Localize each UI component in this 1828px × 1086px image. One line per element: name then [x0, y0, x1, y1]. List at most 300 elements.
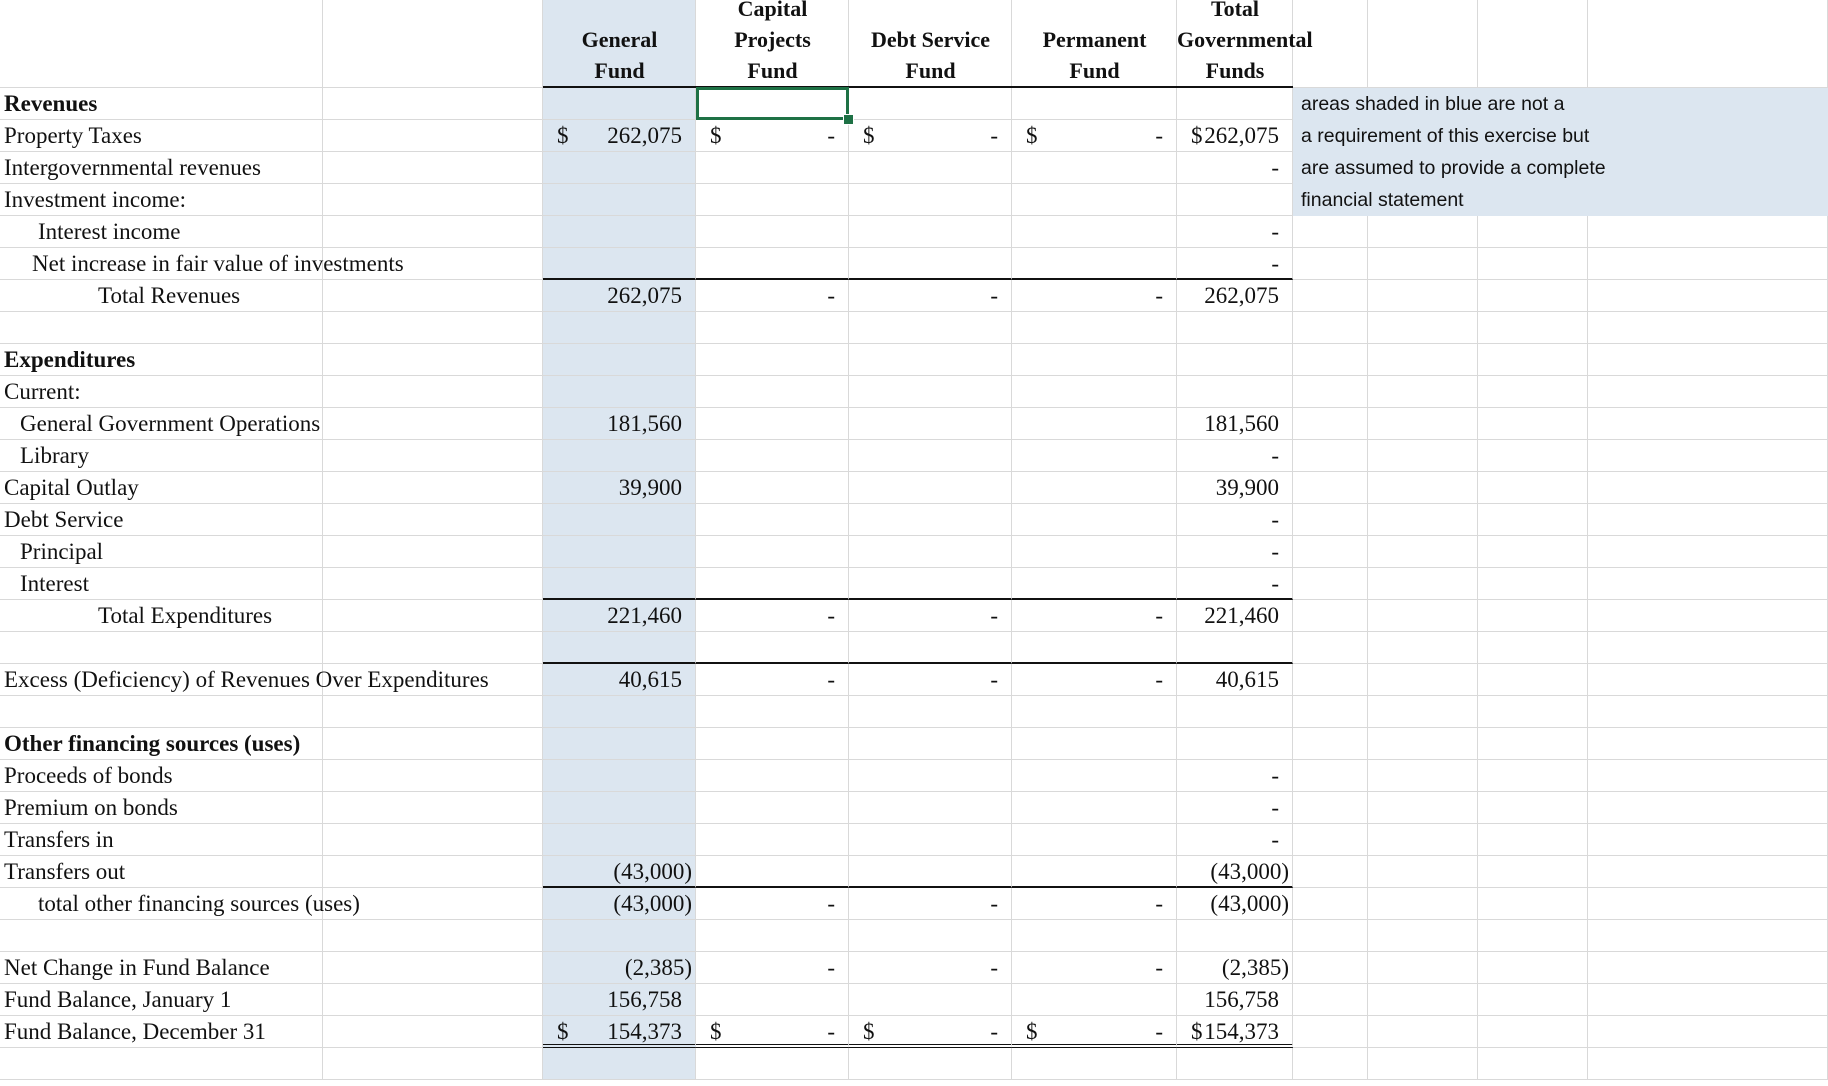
grid-cell[interactable] — [1588, 888, 1828, 920]
grid-cell[interactable] — [1293, 568, 1368, 600]
grid-cell[interactable] — [1293, 920, 1368, 952]
value-tot: 154,373 — [1204, 1019, 1279, 1044]
grid-cell[interactable] — [696, 440, 849, 472]
grid-cell[interactable] — [696, 376, 849, 408]
value-pf: - — [1155, 283, 1163, 308]
grid-cell[interactable] — [1368, 856, 1478, 888]
grid-cell[interactable] — [323, 184, 543, 216]
grid-cell[interactable] — [1368, 440, 1478, 472]
grid-cell[interactable] — [323, 824, 543, 856]
grid-cell[interactable] — [696, 632, 849, 664]
value-tot: 156,758 — [1204, 987, 1279, 1012]
grid-cell[interactable] — [323, 632, 543, 664]
grid-cell[interactable] — [1368, 344, 1478, 376]
value-tot: - — [1271, 507, 1279, 532]
grid-cell[interactable] — [696, 760, 849, 792]
value-pf: - — [1155, 1019, 1163, 1044]
grid-cell[interactable] — [1478, 440, 1588, 472]
value-ds: - — [990, 955, 998, 980]
grid-cell[interactable] — [1588, 760, 1828, 792]
header-cell[interactable] — [0, 0, 323, 88]
grid-cell[interactable] — [696, 344, 849, 376]
grid-cell[interactable] — [1478, 760, 1588, 792]
grid-cell[interactable] — [1177, 632, 1293, 664]
grid-cell[interactable] — [323, 1016, 543, 1048]
value-tot: 40,615 — [1215, 667, 1279, 692]
grid-cell[interactable] — [1012, 696, 1177, 728]
selected-cell[interactable] — [696, 87, 849, 120]
grid-cell[interactable] — [0, 1048, 323, 1080]
grid-cell[interactable] — [1368, 376, 1478, 408]
grid-cell[interactable] — [849, 472, 1012, 504]
grid-cell[interactable] — [696, 568, 849, 600]
value-pf: - — [1155, 603, 1163, 628]
grid-cell[interactable] — [1588, 952, 1828, 984]
grid-cell[interactable] — [323, 952, 543, 984]
grid-cell[interactable] — [323, 1048, 543, 1080]
grid-cell[interactable] — [1177, 184, 1293, 216]
grid-cell[interactable] — [1588, 344, 1828, 376]
grid-cell[interactable] — [1588, 1048, 1828, 1080]
grid-cell[interactable] — [323, 984, 543, 1016]
row-label: Interest — [20, 571, 89, 596]
grid-cell[interactable] — [543, 152, 696, 184]
grid-cell[interactable] — [1293, 344, 1368, 376]
value-gf: 154,373 — [607, 1019, 682, 1044]
grid-cell[interactable] — [1012, 88, 1177, 120]
grid-cell[interactable] — [1588, 728, 1828, 760]
row-label: Revenues — [4, 91, 98, 116]
column-header-capital-projects: Capital — [737, 0, 808, 21]
grid-cell[interactable] — [1293, 760, 1368, 792]
header-cell[interactable] — [1368, 0, 1478, 88]
grid-cell[interactable] — [1293, 632, 1368, 664]
grid-cell[interactable] — [1588, 600, 1828, 632]
grid-cell[interactable] — [1478, 984, 1588, 1016]
grid-cell[interactable] — [1293, 952, 1368, 984]
row-label: Net increase in fair value of investments — [32, 251, 404, 276]
value-cp: - — [827, 955, 835, 980]
grid-cell[interactable] — [1478, 408, 1588, 440]
grid-cell[interactable] — [1368, 792, 1478, 824]
note-line: a requirement of this exercise but — [1301, 125, 1590, 147]
grid-cell[interactable] — [543, 792, 696, 824]
grid-cell[interactable] — [1368, 952, 1478, 984]
grid-cell[interactable] — [1012, 504, 1177, 536]
grid-cell[interactable] — [1478, 344, 1588, 376]
grid-cell[interactable] — [849, 440, 1012, 472]
grid-cell[interactable] — [543, 344, 696, 376]
grid-cell[interactable] — [849, 792, 1012, 824]
value-tot: 39,900 — [1215, 475, 1279, 500]
grid-cell[interactable] — [323, 440, 543, 472]
grid-cell[interactable] — [1588, 824, 1828, 856]
grid-cell[interactable] — [1293, 536, 1368, 568]
grid-cell[interactable] — [323, 120, 543, 152]
grid-cell[interactable] — [1177, 728, 1293, 760]
grid-cell[interactable] — [1478, 792, 1588, 824]
grid-cell[interactable] — [323, 728, 543, 760]
value-pf: - — [1155, 955, 1163, 980]
grid-cell[interactable] — [1478, 376, 1588, 408]
grid-cell[interactable] — [1293, 408, 1368, 440]
grid-cell[interactable] — [849, 184, 1012, 216]
grid-cell[interactable] — [1293, 888, 1368, 920]
grid-cell[interactable] — [543, 440, 696, 472]
row-label: Net Change in Fund Balance — [4, 955, 270, 980]
grid-cell[interactable] — [1177, 344, 1293, 376]
grid-cell[interactable] — [696, 408, 849, 440]
header-cell[interactable] — [323, 0, 543, 88]
grid-cell[interactable] — [0, 920, 323, 952]
grid-cell[interactable] — [1478, 696, 1588, 728]
grid-cell[interactable] — [1012, 760, 1177, 792]
grid-cell[interactable] — [1368, 472, 1478, 504]
grid-cell[interactable] — [1293, 600, 1368, 632]
grid-cell[interactable] — [543, 1048, 696, 1080]
grid-cell[interactable] — [1478, 824, 1588, 856]
grid-cell[interactable] — [1012, 344, 1177, 376]
column-header-capital-projects: Projects — [734, 27, 811, 52]
grid-cell[interactable] — [696, 312, 849, 344]
grid-cell[interactable] — [543, 920, 696, 952]
grid-cell[interactable] — [543, 88, 696, 120]
grid-cell[interactable] — [323, 568, 543, 600]
grid-cell[interactable] — [1368, 888, 1478, 920]
grid-cell[interactable] — [1478, 472, 1588, 504]
grid-cell[interactable] — [1293, 1016, 1368, 1048]
grid-cell[interactable] — [1478, 920, 1588, 952]
grid-cell[interactable] — [849, 696, 1012, 728]
value-gf: (2,385) — [624, 955, 692, 980]
grid-cell[interactable] — [1368, 664, 1478, 696]
grid-cell[interactable] — [1588, 440, 1828, 472]
grid-cell[interactable] — [1293, 1048, 1368, 1080]
grid-cell[interactable] — [1478, 952, 1588, 984]
value-tot: 221,460 — [1204, 603, 1279, 628]
grid-cell[interactable] — [323, 600, 543, 632]
value-cp: - — [827, 603, 835, 628]
grid-cell[interactable] — [696, 184, 849, 216]
grid-cell[interactable] — [1012, 856, 1177, 888]
grid-cell[interactable] — [323, 696, 543, 728]
grid-cell[interactable] — [1012, 312, 1177, 344]
row-label: Excess (Deficiency) of Revenues Over Expenditures — [4, 667, 489, 692]
row-label: Investment income: — [4, 187, 187, 212]
grid-cell[interactable] — [696, 504, 849, 536]
grid-cell[interactable] — [1478, 600, 1588, 632]
dollar-sign: $ — [1191, 123, 1203, 148]
grid-cell[interactable] — [1588, 248, 1828, 280]
grid-cell[interactable] — [696, 696, 849, 728]
grid-cell[interactable] — [696, 536, 849, 568]
grid-cell[interactable] — [1293, 696, 1368, 728]
grid-cell[interactable] — [1478, 856, 1588, 888]
row-label: Expenditures — [4, 347, 136, 372]
grid-cell[interactable] — [1368, 248, 1478, 280]
grid-cell[interactable] — [696, 472, 849, 504]
grid-cell[interactable] — [1293, 216, 1368, 248]
value-cp: - — [827, 123, 835, 148]
grid-cell[interactable] — [1293, 280, 1368, 312]
grid-cell[interactable] — [696, 248, 849, 280]
grid-cell[interactable] — [1588, 1016, 1828, 1048]
grid-cell[interactable] — [323, 88, 543, 120]
value-tot: - — [1271, 763, 1279, 788]
grid-cell[interactable] — [696, 152, 849, 184]
grid-cell[interactable] — [696, 824, 849, 856]
grid-cell[interactable] — [696, 920, 849, 952]
grid-cell[interactable] — [1588, 312, 1828, 344]
grid-cell[interactable] — [1012, 984, 1177, 1016]
grid-cell[interactable] — [1588, 216, 1828, 248]
grid-cell[interactable] — [849, 856, 1012, 888]
grid-cell[interactable] — [1588, 664, 1828, 696]
grid-cell[interactable] — [849, 408, 1012, 440]
grid-cell[interactable] — [1478, 504, 1588, 536]
grid-cell[interactable] — [849, 824, 1012, 856]
grid-cell[interactable] — [1588, 504, 1828, 536]
grid-cell[interactable] — [849, 88, 1012, 120]
grid-cell[interactable] — [323, 344, 543, 376]
grid-cell[interactable] — [1177, 696, 1293, 728]
grid-cell[interactable] — [1177, 920, 1293, 952]
grid-cell[interactable] — [1177, 376, 1293, 408]
grid-cell[interactable] — [696, 984, 849, 1016]
grid-cell[interactable] — [1478, 248, 1588, 280]
grid-cell[interactable] — [323, 760, 543, 792]
row-label: Transfers in — [4, 827, 114, 852]
grid-cell[interactable] — [849, 152, 1012, 184]
value-cp: - — [827, 667, 835, 692]
grid-cell[interactable] — [1012, 728, 1177, 760]
grid-cell[interactable] — [543, 728, 696, 760]
grid-cell[interactable] — [849, 376, 1012, 408]
grid-cell[interactable] — [849, 728, 1012, 760]
column-header-capital-projects: Fund — [747, 58, 798, 83]
grid-cell[interactable] — [1588, 856, 1828, 888]
grid-cell[interactable] — [543, 632, 696, 664]
grid-cell[interactable] — [1012, 408, 1177, 440]
grid-cell[interactable] — [1293, 824, 1368, 856]
grid-cell[interactable] — [1012, 376, 1177, 408]
grid-cell[interactable] — [1588, 984, 1828, 1016]
grid-cell[interactable] — [849, 920, 1012, 952]
grid-cell[interactable] — [543, 376, 696, 408]
grid-cell[interactable] — [1293, 248, 1368, 280]
fill-handle[interactable] — [843, 114, 854, 125]
grid-cell[interactable] — [1588, 696, 1828, 728]
grid-cell[interactable] — [543, 312, 696, 344]
grid-cell[interactable] — [1368, 536, 1478, 568]
grid-cell[interactable] — [0, 312, 323, 344]
row-label: Property Taxes — [4, 123, 142, 148]
grid-cell[interactable] — [543, 248, 696, 280]
grid-cell[interactable] — [1293, 376, 1368, 408]
grid-cell[interactable] — [1478, 568, 1588, 600]
grid-cell[interactable] — [1293, 728, 1368, 760]
grid-cell[interactable] — [849, 984, 1012, 1016]
grid-cell[interactable] — [1478, 1048, 1588, 1080]
grid-cell[interactable] — [1293, 312, 1368, 344]
grid-cell[interactable] — [1368, 696, 1478, 728]
grid-cell[interactable] — [696, 216, 849, 248]
grid-cell[interactable] — [1478, 536, 1588, 568]
grid-cell[interactable] — [1368, 920, 1478, 952]
grid-cell[interactable] — [323, 216, 543, 248]
column-header-debt-service: Debt Service — [870, 27, 991, 52]
value-tot: 181,560 — [1204, 411, 1279, 436]
row-label: Total Expenditures — [98, 603, 273, 628]
grid-cell[interactable] — [1012, 184, 1177, 216]
grid-cell[interactable] — [323, 312, 543, 344]
grid-cell[interactable] — [849, 248, 1012, 280]
note-line: financial statement — [1301, 189, 1464, 211]
grid-cell[interactable] — [1588, 376, 1828, 408]
grid-cell[interactable] — [1368, 1016, 1478, 1048]
grid-cell[interactable] — [1478, 664, 1588, 696]
grid-cell[interactable] — [849, 568, 1012, 600]
value-tot: - — [1271, 571, 1279, 596]
grid-cell[interactable] — [1012, 920, 1177, 952]
grid-cell[interactable] — [1588, 408, 1828, 440]
grid-cell[interactable] — [1478, 216, 1588, 248]
grid-cell[interactable] — [1012, 792, 1177, 824]
grid-cell[interactable] — [849, 632, 1012, 664]
grid-cell[interactable] — [323, 856, 543, 888]
grid-cell[interactable] — [1478, 280, 1588, 312]
grid-cell[interactable] — [1368, 504, 1478, 536]
grid-cell[interactable] — [323, 280, 543, 312]
value-gf: 262,075 — [607, 123, 682, 148]
grid-cell[interactable] — [1588, 920, 1828, 952]
grid-cell[interactable] — [1177, 312, 1293, 344]
grid-cell[interactable] — [1012, 440, 1177, 472]
grid-cell[interactable] — [543, 696, 696, 728]
grid-cell[interactable] — [1012, 536, 1177, 568]
row-label: Capital Outlay — [4, 475, 139, 500]
grid-cell[interactable] — [1012, 1048, 1177, 1080]
grid-cell[interactable] — [1012, 152, 1177, 184]
grid-cell[interactable] — [1177, 1048, 1293, 1080]
grid-cell[interactable] — [1293, 440, 1368, 472]
grid-cell[interactable] — [0, 696, 323, 728]
grid-cell[interactable] — [1368, 984, 1478, 1016]
grid-cell[interactable] — [849, 312, 1012, 344]
grid-cell[interactable] — [543, 760, 696, 792]
grid-cell[interactable] — [1012, 568, 1177, 600]
grid-cell[interactable] — [543, 184, 696, 216]
row-label: General Government Operations — [20, 411, 321, 436]
grid-cell[interactable] — [323, 504, 543, 536]
grid-cell[interactable] — [1588, 472, 1828, 504]
grid-cell[interactable] — [1588, 792, 1828, 824]
grid-cell[interactable] — [696, 792, 849, 824]
grid-cell[interactable] — [696, 728, 849, 760]
column-header-general-fund: Fund — [594, 58, 645, 83]
grid-cell[interactable] — [1293, 792, 1368, 824]
row-label: Interest income — [38, 219, 181, 244]
grid-cell[interactable] — [1368, 600, 1478, 632]
grid-cell[interactable] — [1368, 760, 1478, 792]
value-cp: - — [827, 1019, 835, 1044]
grid-cell[interactable] — [1368, 280, 1478, 312]
grid-cell[interactable] — [543, 216, 696, 248]
header-cell[interactable] — [1588, 0, 1828, 88]
grid-cell[interactable] — [1588, 280, 1828, 312]
grid-cell[interactable] — [543, 824, 696, 856]
grid-cell[interactable] — [323, 152, 543, 184]
grid-cell[interactable] — [1478, 312, 1588, 344]
grid-cell[interactable] — [1478, 1016, 1588, 1048]
grid-cell[interactable] — [849, 344, 1012, 376]
grid-cell[interactable] — [1368, 312, 1478, 344]
grid-cell[interactable] — [1368, 1048, 1478, 1080]
grid-cell[interactable] — [323, 408, 543, 440]
grid-cell[interactable] — [1012, 248, 1177, 280]
grid-cell[interactable] — [849, 760, 1012, 792]
row-label: Fund Balance, January 1 — [4, 987, 232, 1012]
column-header-permanent: Fund — [1069, 58, 1120, 83]
grid-cell[interactable] — [1588, 632, 1828, 664]
grid-cell[interactable] — [543, 568, 696, 600]
grid-cell[interactable] — [849, 1048, 1012, 1080]
row-label: Current: — [4, 379, 81, 404]
grid-cell[interactable] — [323, 792, 543, 824]
grid-cell[interactable] — [849, 536, 1012, 568]
grid-cell[interactable] — [1588, 568, 1828, 600]
row-label: Intergovernmental revenues — [4, 155, 261, 180]
grid-cell[interactable] — [1293, 856, 1368, 888]
value-gf: 262,075 — [607, 283, 682, 308]
grid-cell[interactable] — [1368, 632, 1478, 664]
grid-cell[interactable] — [543, 536, 696, 568]
grid-cell[interactable] — [1368, 408, 1478, 440]
grid-cell[interactable] — [696, 856, 849, 888]
grid-cell[interactable] — [543, 504, 696, 536]
grid-cell[interactable] — [1478, 632, 1588, 664]
grid-cell[interactable] — [323, 472, 543, 504]
grid-cell[interactable] — [1368, 216, 1478, 248]
grid-cell[interactable] — [0, 632, 323, 664]
grid-cell[interactable] — [1293, 472, 1368, 504]
grid-cell[interactable] — [1478, 888, 1588, 920]
grid-cell[interactable] — [1293, 664, 1368, 696]
grid-cell[interactable] — [849, 216, 1012, 248]
grid-cell[interactable] — [1293, 984, 1368, 1016]
row-label: Fund Balance, December 31 — [4, 1019, 266, 1044]
grid-cell[interactable] — [1478, 728, 1588, 760]
grid-cell[interactable] — [1177, 88, 1293, 120]
grid-cell[interactable] — [323, 376, 543, 408]
grid-cell[interactable] — [1012, 216, 1177, 248]
grid-cell[interactable] — [1012, 824, 1177, 856]
grid-cell[interactable] — [849, 504, 1012, 536]
grid-cell[interactable] — [1012, 632, 1177, 664]
grid-cell[interactable] — [1368, 568, 1478, 600]
grid-cell[interactable] — [1012, 472, 1177, 504]
grid-cell[interactable] — [323, 536, 543, 568]
grid-cell[interactable] — [1588, 536, 1828, 568]
header-cell[interactable] — [1478, 0, 1588, 88]
grid-cell[interactable] — [1368, 824, 1478, 856]
grid-cell[interactable] — [1293, 504, 1368, 536]
row-label: Other financing sources (uses) — [4, 731, 301, 756]
grid-cell[interactable] — [1368, 728, 1478, 760]
grid-cell[interactable] — [696, 1048, 849, 1080]
dollar-sign: $ — [710, 1019, 722, 1044]
grid-cell[interactable] — [323, 920, 543, 952]
